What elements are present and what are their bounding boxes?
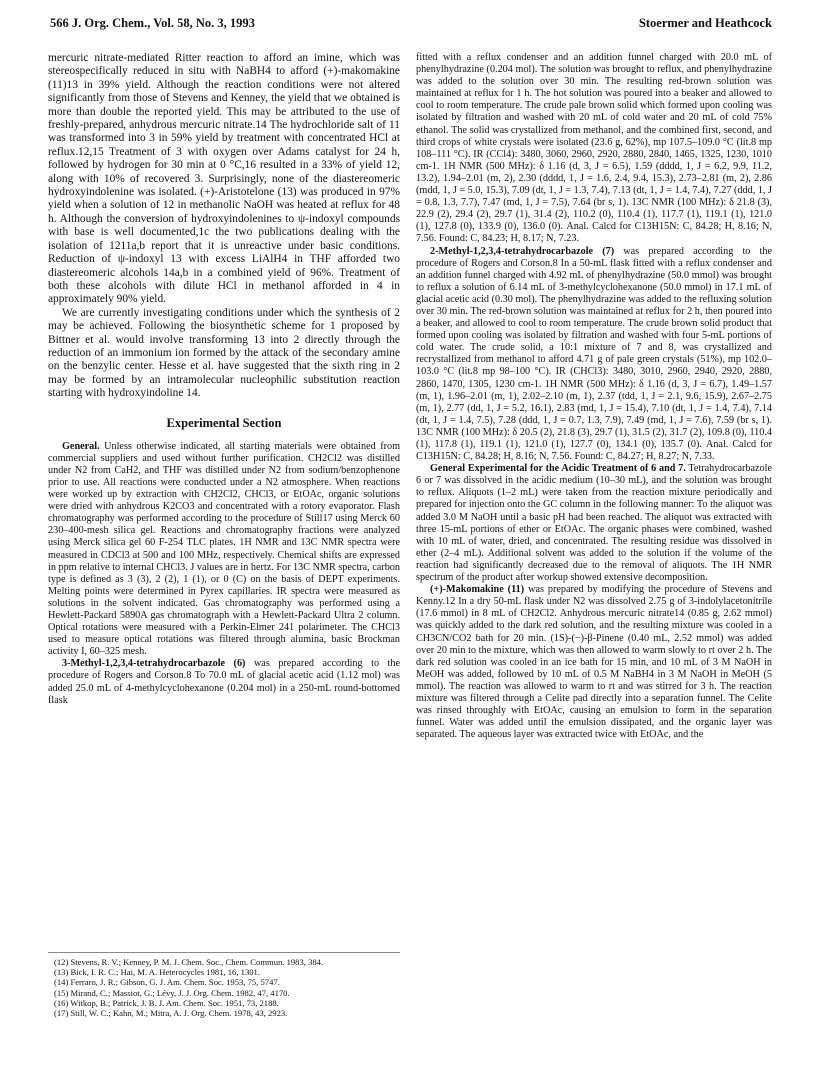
header-authors: Stoermer and Heathcock [638, 16, 772, 30]
running-header [50, 16, 772, 36]
discussion-text [48, 52, 400, 401]
compound6-continued: fitted with a reflux condenser and an addition funnel charged with 20.0 mL of phenylhydrazine (0.204 mol). The solution was brought to reflux, and phenylhydrazine was added to the solution over 30 min. The resulting red-brown solution was maintained at reflux for 1 h. The hot solution was poured into a beaker and allowed to cool to room temperature. The crude pale brown solid which formed upon cooling was isolated by filtration and washed with 20 mL of cold water and 20 mL of cold 75% ethanol. The solid was crystallized from methanol, and the combined first, second, and third crops of white crystals were isolated (23.6 g, 62%), mp 107.5–109.0 °C (lit.8 mp 108–111 °C). IR (CCl4): 3480, 3060, 2960, 2920, 2880, 2840, 1465, 1325, 1230, 1010 cm-1. 1H NMR (500 MHz): δ 1.16 (d, 3, J = 6.5), 1.59 (dddd, 1, J = 6.2, 9.9, 11.2, 13.2), 1.94–2.01 (m, 2), 2.30 (dddd, 1, J = 1.6, 2.4, 9.4, 15.3), 2.73–2.81 (m, 2), 2.86 (mdd, 1, J = 5.0, 15.3), 7.09 (dt, 1, J = 1.3, 7.4), 7.13 (dt, 1, J = 1.4, 7.4), 7.27 (ddd, 1, J = 0.8, 1.3, 7.7), 7.47 (md, 1, J = 7.5), 7.64 (br s, 1). 13C NMR (100 MHz): δ 21.8 (3), 22.9 (2), 29.4 (2), 29.7 (1), 31.4 (2), 110.2 (0), 110.4 (1), 117.7 (1), 119.1 (1), 121.0 (1), 127.8 (0), 133.9 (0), 136.0 (0). Anal. Calcd for C13H15N: C, 84.28; H, 8.16; N, 7.56. Found: C, 84.23; H, 8.17; N, 7.23. [416, 52, 772, 245]
right-column [416, 52, 772, 741]
compound6-text: was prepared according to the procedure of Rogers and Corson.8 To 70.0 mL of glacial acetic acid (1.12 mol) was added 25.0 mL of 4-methylcyclohexanone (0.204 mol) in a 250-mL round-bottomed flask [48, 658, 400, 706]
makomakine-heading: (+)-Makomakine (11) [430, 584, 525, 596]
makomakine-paragraph [416, 584, 772, 741]
reference-item: (14) Ferraro, J. R.; Gibson, G. J. Am. Chem. Soc. 1953, 75, 5747. [54, 977, 280, 988]
compound7-paragraph [416, 246, 772, 464]
reference-item: (17) Still, W. C.; Kahn, M.; Mitra, A. J. Org. Chem. 1978, 43, 2923. [54, 1008, 288, 1019]
section-title: Experimental Section [166, 415, 282, 430]
reference-item: (12) Stevens, R. V.; Kenney, P. M. J. Chem. Soc., Chem. Commun. 1983, 384. [54, 957, 324, 967]
makomakine-text: was prepared by modifying the procedure of Stevens and Kenny.12 In a dry 50-mL flask under N2 was dissolved 2.75 g of 3-indolylacetonitrile (17.6 mmol) in 8 mL of CH2Cl2. Anhydrous mercuric nitrate14 (0.85 g, 2.62 mmol) was quickly added to the dark red solution, and the resulting mixture was cooled in a CH3CN/CO2 bath for 20 min. (1S)-(−)-β-Pinene (0.40 mL, 2.52 mmol) was added over 20 min to the mixture, which was then allowed to warm slowly to rt over 2 h. The dark red solution was cooled in an ice bath for 15 min, and 10 mL of 3 M NaOH in MeOH was added, followed by 10 mL of 0.5 M NaBH4 in 3 M NaOH in MeOH (5 mmol). The reaction was allowed to warm to rt and was stirred for 3 h. The reaction mixture was filtered through a Celite pad directly into a separation funnel. The Celite was rinsed throughly with EtOAc, causing an emulsion to form in the separation funnel. Water was added until the emulsion dissipated, and the organic layer was separated. The aqueous layer was extracted twice with EtOAc, and the [416, 584, 773, 741]
discussion-paragraph: mercuric nitrate-mediated Ritter reaction to afford an imine, which was stereospecifically reduced in situ with NaBH4 to afford (+)-makomakine (11)13 in 39% yield. Although the reaction conditions were not altered significantly from those of Stevens and Kenney, the yield that we obtained is more than double the reported yield. This may be attributed to the use of freshly-prepared, anhydrous mercuric nitrate.14 The hydrochloride salt of 11 was transformed into 3 in 59% yield by treatment with concentrated HCl at reflux.12,15 Treatment of 3 with oxygen over Adams catalyst for 24 h, followed by hydrogen for 30 min at 0 °C,16 resulted in a 33% of yield 12, along with 10% of recovered 3. Surprisingly, none of the diastereomeric hydroxyindolenine was isolated. (+)-Aristotelone (13) was produced in 97% yield when a solution of 12 in methanolic NaOH was heated at reflux for 48 h. Although the conversion of hydroxyindolenines to ψ-indoxyl compounds with base is well documented,1c the two publications dealing with the isolation of 1211a,b report that it is unreactive under basic conditions. Reduction of ψ-indoxyl 13 with excess LiAlH4 in THF afforded two diastereomeric alcohols 14a,b in a combined yield of 96%. Treatment of both these alcohols with dilute HCl in methanol afforded in 4 in approximately 90% yield. [48, 52, 400, 306]
compound7-text: was prepared according to the procedure of Rogers and Corson.8 In a 50-mL flask fitted with a reflux condenser and an addition funnel charged with 4.92 mL of phenylhydrazine (50.0 mmol) was brought to reflux a solution of 6.14 mL of 3-methylcyclohexanone (50.0 mmol) in 17.1 mL of glacial acetic acid (0.30 mol). The phenylhydrazine was added to the refluxing solution over 30 min. The red-brown solution was maintained at reflux for 2 h, then poured into a beaker, and allowed to cool to room temperature. The crude brown solid product that formed upon cooling was isolated by filtration and washed with four 5-mL portions of cold water. The crude solid, a 10:1 mixture of 7 and 8, was crystallized and recrystallized from methanol to afford 4.71 g of pale green crystals (51%), mp 102.0–103.0 °C (lit.8 mp 98–100 °C). IR (CHCl3): 3480, 3010, 2960, 2940, 2920, 2880, 2860, 1470, 1305, 1230 cm-1. 1H NMR (500 MHz): δ 1.16 (d, 3, J = 6.7), 1.49–1.57 (m, 1), 1.96–2.01 (m, 1), 2.02–2.10 (m, 1), 2.37 (tdd, 1, J = 2.1, 9.6, 15.9), 2.67–2.75 (m, 1), 2.77 (dd, 1, J = 5.2, 16.1), 2.83 (md, 1, J = 15.4), 7.10 (dt, 1, J = 1.4, 7.4), 7.14 (dt, 1, J = 1.4, 7.5), 7.28 (ddd, 1, J = 0.7, 1.3, 7.9), 7.49 (md, 1, J = 7.6), 7.59 (br s, 1). 13C NMR (100 MHz): δ 20.5 (2), 21.8 (3), 29.7 (1), 31.5 (2), 31.7 (2), 109.8 (0), 110.4 (1), 117.8 (1), 119.1 (1), 121.0 (1), 127.7 (0), 134.1 (0), 135.7 (0). Anal. Calcd for C13H15N: C, 84.28; H, 8.16; N, 7.56. Found: C, 84.27; H, 8.27; N, 7.33. [416, 245, 773, 463]
compound7-heading: 2-Methyl-1,2,3,4-tetrahydrocarbazole (7) [430, 245, 615, 257]
footnote-references [48, 952, 400, 1018]
page-citation: 566 J. Org. Chem., Vol. 58, No. 3, 1993 [50, 16, 255, 30]
compound6-paragraph [48, 658, 400, 706]
left-column [48, 52, 400, 707]
general-text: Unless otherwise indicated, all starting materials were obtained from commercial suppliers and used without further purification. CH2Cl2 was distilled under N2 from CaH2, and THF was distilled under N2 from sodium/benzophenone prior to use. All reactions were conducted under a N2 atmosphere. When reactions were worked up by extraction with CH2Cl2, CHCl3, or EtOAc, organic solutions were dried with anhydrous K2CO3 and concentrated with a rotory evaporator. Flash chromatography was performed according to the procedure of Still17 using Merck 60 230–400-mesh silica gel. Reactions and chromatography fractions were analyzed using Merck silica gel 60 F-254 TLC plates. 1H NMR and 13C NMR spectra were measured in CDCl3 at 500 and 100 MHz, respectively. Chemical shifts are expressed in ppm relative to internal CHCl3. J values are in hertz. For 13C NMR spectra, carbon type is defined as 3 (3), 2 (2), 1 (1), or 0 (C) on the basis of DEPT experiments. Melting points were determined in Pyrex capillaries. IR spectra were measured as solutions in the solvent indicated. Gas chromatography was performed using a Hewlett-Packard 5890A gas chromatograph with a Hewlett-Packard Ultra 2 column. Optical rotations were measured with a Perkin-Elmer 241 polarimeter. The CHCl3 used to measure optical rotations was filtered through alumina, basic Brockman activity I, 60–325 mesh. [48, 440, 401, 658]
acidic-paragraph [416, 463, 772, 584]
reference-item: (13) Bick, I. R. C.; Hai, M. A. Heterocycles 1981, 16, 1301. [54, 967, 260, 978]
reference-item: (16) Witkop, B.; Patrick, J. B. J. Am. Chem. Soc. 1951, 73, 2188. [54, 997, 279, 1008]
general-heading: General. [62, 440, 100, 452]
acidic-heading: General Experimental for the Acidic Treatment of 6 and 7. [430, 463, 686, 475]
compound6-heading: 3-Methyl-1,2,3,4-tetrahydrocarbazole (6) [62, 658, 246, 670]
discussion-paragraph: We are currently investigating conditions under which the synthesis of 2 may be achieved. Following the biosynthetic scheme for 1 proposed by Bittner et al. would involve transforming 13 into 2 directly through the reduction of an immonium ion formed by the attack of the secondary amine on the benzylic center. Hesse et al. have suggested that the sixth ring in 2 may be formed by an intramolecular nucleophilic substitution reaction starting with hydroxyindoline 14. [48, 306, 400, 400]
general-paragraph [48, 441, 400, 659]
reference-item: (15) Mirand, C.; Massiot, G.; Lévy, J. J. Org. Chem. 1982, 47, 4170. [54, 987, 290, 998]
acidic-text: Tetrahydrocarbazole 6 or 7 was dissolved in the acidic medium (10–30 mL), and the solution was brought to reflux. Aliquots (1–2 mL) were taken from the reaction mixture periodically and prepared for injection onto the GC column in the following manner: To the aliquot was added 3.0 M NaOH until a basic pH had been reached. The aliquot was extracted with three 15-mL portions of ether or EtOAc. The organic phases were combined, washed with 10 mL of water, dried, and concentrated. The resulting residue was dissolved in ether (2–4 mL). Additional solvent was added to the solution if the volume of the reaction had significantly decreased due to the removal of aliquots. The 1H NMR spectrum of the product after workup showed extensive decomposition. [416, 463, 772, 584]
